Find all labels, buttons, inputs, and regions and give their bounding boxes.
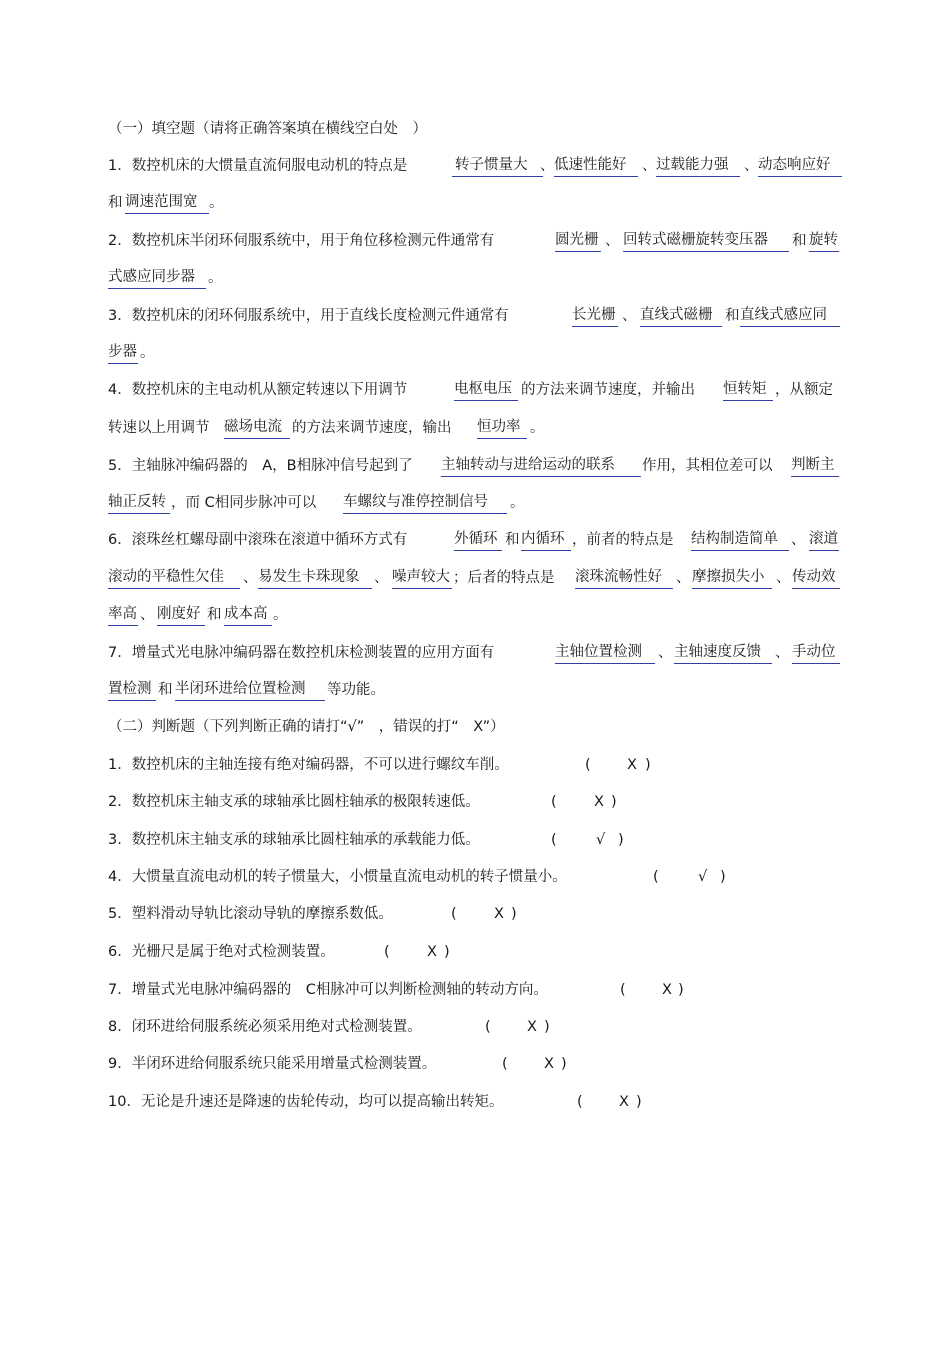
separator: 、: [605, 233, 620, 249]
separator: 、: [775, 645, 790, 661]
answer-blank: 轴正反转: [108, 491, 170, 514]
answer-paren-close: ): [720, 869, 726, 885]
separator: 、: [791, 532, 806, 548]
answer-blank: 直线式磁栅: [640, 304, 722, 327]
judgement-item: [108, 753, 848, 777]
statement-text: 10．无论是升速还是降速的齿轮传动，均可以提高输出转矩。: [108, 1094, 504, 1110]
question-3-line-1: [108, 304, 848, 328]
question-text: 和: [158, 682, 173, 698]
question-6-line-2: [108, 566, 848, 590]
question-5-line-1: [108, 454, 848, 478]
question-text: 。: [140, 345, 155, 361]
separator: 、: [374, 570, 389, 586]
separator: 、: [658, 645, 673, 661]
judgement-item: [108, 1090, 848, 1114]
question-text: 。: [510, 495, 525, 511]
answer-mark: X: [427, 944, 437, 960]
answer-paren-close: ): [444, 944, 450, 960]
answer-blank: 结构制造简单: [691, 528, 789, 551]
answer-paren-open: (: [577, 1094, 583, 1110]
separator: 和: [792, 233, 807, 249]
question-text: ，从额定: [775, 382, 833, 398]
answer-paren-close: ): [678, 982, 684, 998]
answer-paren-open: (: [585, 757, 591, 773]
question-text: 和: [207, 607, 222, 623]
section-title-text: （一）填空题（请将正确答案填在横线空白处 ）: [108, 121, 427, 137]
answer-paren-open: (: [502, 1056, 508, 1072]
statement-text: 4．大惯量直流电动机的转子惯量大，小惯量直流电动机的转子惯量小。: [108, 869, 567, 885]
answer-blank: 半闭环进给位置检测: [175, 678, 325, 701]
statement-text: 7．增量式光电脉冲编码器的 C相脉冲可以判断检测轴的转动方向。: [108, 982, 548, 998]
question-5-line-2: [108, 491, 848, 515]
answer-blank: 旋转: [809, 229, 839, 252]
question-text: 的方法来调节速度，输出: [292, 420, 452, 436]
question-1-line-2: [108, 191, 848, 215]
statement-text: 9．半闭环进给伺服系统只能采用增量式检测装置。: [108, 1056, 437, 1072]
answer-blank: 步器: [108, 341, 138, 364]
answer-paren-close: ): [618, 832, 624, 848]
answer-blank: 主轴位置检测: [555, 641, 655, 664]
question-7-line-2: [108, 678, 848, 702]
statement-text: 6．光栅尺是属于绝对式检测装置。: [108, 944, 335, 960]
answer-mark: X: [594, 794, 604, 810]
answer-blank: 调速范围宽: [125, 191, 209, 214]
statement-text: 3．数控机床主轴支承的球轴承比圆柱轴承的承载能力低。: [108, 832, 480, 848]
answer-paren-open: (: [551, 832, 557, 848]
answer-blank: 刚度好: [157, 603, 205, 626]
answer-blank: 圆光栅: [555, 229, 601, 252]
question-text: 和: [108, 195, 123, 211]
answer-blank: 易发生卡珠现象: [258, 566, 372, 589]
answer-blank: 率高: [108, 603, 138, 626]
answer-blank: 主轴转动与进给运动的联系: [441, 454, 641, 477]
section-title-text: （二）判断题（下列判断正确的请打“√” ，错误的打“ X”）: [108, 719, 505, 735]
question-text: 6．滚珠丝杠螺母副中滚珠在滚道中循环方式有: [108, 532, 408, 548]
answer-paren-close: ): [645, 757, 651, 773]
question-text: 7．增量式光电脉冲编码器在数控机床检测装置的应用方面有: [108, 645, 495, 661]
answer-paren-open: (: [384, 944, 390, 960]
question-text: 1．数控机床的大惯量直流伺服电动机的特点是: [108, 158, 408, 174]
question-text: 4．数控机床的主电动机从额定转速以下用调节: [108, 382, 408, 398]
separator: 、: [642, 158, 657, 174]
judgement-item: [108, 978, 848, 1002]
separator: 、: [540, 158, 555, 174]
answer-paren-close: ): [611, 794, 617, 810]
answer-blank: 滚道: [809, 528, 839, 551]
answer-blank: 传动效: [792, 566, 840, 589]
separator: 、: [243, 570, 258, 586]
answer-blank: 内循环: [521, 528, 571, 551]
question-6-line-1: [108, 528, 848, 552]
separator: 、: [776, 570, 791, 586]
statement-text: 2．数控机床主轴支承的球轴承比圆柱轴承的极限转速低。: [108, 794, 480, 810]
answer-paren-open: (: [653, 869, 659, 885]
statement-text: 5．塑料滑动导轨比滚动导轨的摩擦系数低。: [108, 906, 393, 922]
answer-blank: 低速性能好: [554, 154, 638, 177]
question-text: 2．数控机床半闭环伺服系统中，用于角位移检测元件通常有: [108, 233, 495, 249]
answer-mark: X: [494, 906, 504, 922]
answer-blank: 过载能力强: [656, 154, 740, 177]
question-text: 。: [209, 195, 224, 211]
answer-blank: 直线式感应同: [740, 304, 840, 327]
answer-blank: 成本高: [224, 603, 272, 626]
answer-paren-close: ): [561, 1056, 567, 1072]
separator: 、: [140, 607, 155, 623]
answer-mark: X: [662, 982, 672, 998]
answer-blank: 恒功率: [477, 416, 527, 439]
separator: 和: [725, 308, 740, 324]
question-4-line-1: [108, 378, 848, 402]
question-4-line-2: [108, 416, 848, 440]
question-text: 3．数控机床的闭环伺服系统中，用于直线长度检测元件通常有: [108, 308, 509, 324]
statement-text: 1．数控机床的主轴连接有绝对编码器，不可以进行螺纹车削。: [108, 757, 509, 773]
judgement-item: [108, 902, 848, 926]
separator: 、: [676, 570, 691, 586]
question-text: ，前者的特点是: [572, 532, 674, 548]
judgement-item: [108, 790, 848, 814]
answer-blank: 车螺纹与准停控制信号: [343, 491, 507, 514]
question-text: 作用，其相位差可以: [642, 458, 773, 474]
judgement-item: [108, 940, 848, 964]
question-7-line-1: [108, 641, 848, 665]
separator: 、: [744, 158, 759, 174]
answer-blank: 判断主: [791, 454, 839, 477]
answer-blank: 恒转矩: [723, 378, 773, 401]
answer-blank: 摩擦损失小: [692, 566, 772, 589]
answer-blank: 主轴速度反馈: [674, 641, 772, 664]
question-text: 。: [530, 420, 545, 436]
answer-blank: 式感应同步器: [108, 266, 206, 289]
answer-paren-close: ): [511, 906, 517, 922]
question-text: ；后者的特点是: [453, 570, 555, 586]
answer-mark: √: [698, 869, 708, 885]
judgement-item: [108, 1052, 848, 1076]
question-text: 和: [505, 532, 520, 548]
answer-blank: 长光栅: [572, 304, 618, 327]
answer-paren-open: (: [485, 1019, 491, 1035]
answer-mark: X: [619, 1094, 629, 1110]
question-3-line-2: [108, 341, 848, 365]
answer-blank: 外循环: [454, 528, 502, 551]
judgement-item: [108, 828, 848, 852]
answer-blank: 动态响应好: [758, 154, 842, 177]
separator: 、: [622, 308, 637, 324]
question-2-line-1: [108, 229, 848, 253]
answer-mark: √: [596, 832, 606, 848]
question-text: ，而 C相同步脉冲可以: [171, 495, 317, 511]
answer-mark: X: [544, 1056, 554, 1072]
question-6-line-3: [108, 603, 848, 627]
statement-text: 8．闭环进给伺服系统必须采用绝对式检测装置。: [108, 1019, 422, 1035]
question-text: 。: [208, 270, 223, 286]
answer-mark: X: [627, 757, 637, 773]
question-text: 等功能。: [327, 682, 385, 698]
answer-blank: 滚动的平稳性欠佳: [108, 566, 240, 589]
question-text: 的方法来调节速度，并输出: [521, 382, 695, 398]
answer-blank: 转子惯量大: [452, 154, 543, 177]
section-title-true-false: [108, 715, 848, 739]
answer-blank: 电枢电压: [454, 378, 518, 401]
question-2-line-2: [108, 266, 848, 290]
question-text: 5．主轴脉冲编码器的 A，B相脉冲信号起到了: [108, 458, 413, 474]
answer-blank: 回转式磁栅旋转变压器: [623, 229, 789, 252]
answer-paren-close: ): [636, 1094, 642, 1110]
section-title-fill-in: [108, 117, 848, 141]
answer-blank: 滚珠流畅性好: [575, 566, 673, 589]
judgement-item: [108, 865, 848, 889]
answer-blank: 噪声较大: [392, 566, 452, 589]
answer-paren-open: (: [551, 794, 557, 810]
answer-blank: 置检测: [108, 678, 156, 701]
answer-blank: 手动位: [792, 641, 840, 664]
answer-paren-open: (: [451, 906, 457, 922]
answer-paren-close: ): [544, 1019, 550, 1035]
question-1-line-1: [108, 154, 848, 178]
question-text: 转速以上用调节: [108, 420, 210, 436]
answer-mark: X: [527, 1019, 537, 1035]
judgement-item: [108, 1015, 848, 1039]
answer-paren-open: (: [620, 982, 626, 998]
answer-blank: 磁场电流: [224, 416, 290, 439]
question-text: 。: [273, 607, 288, 623]
